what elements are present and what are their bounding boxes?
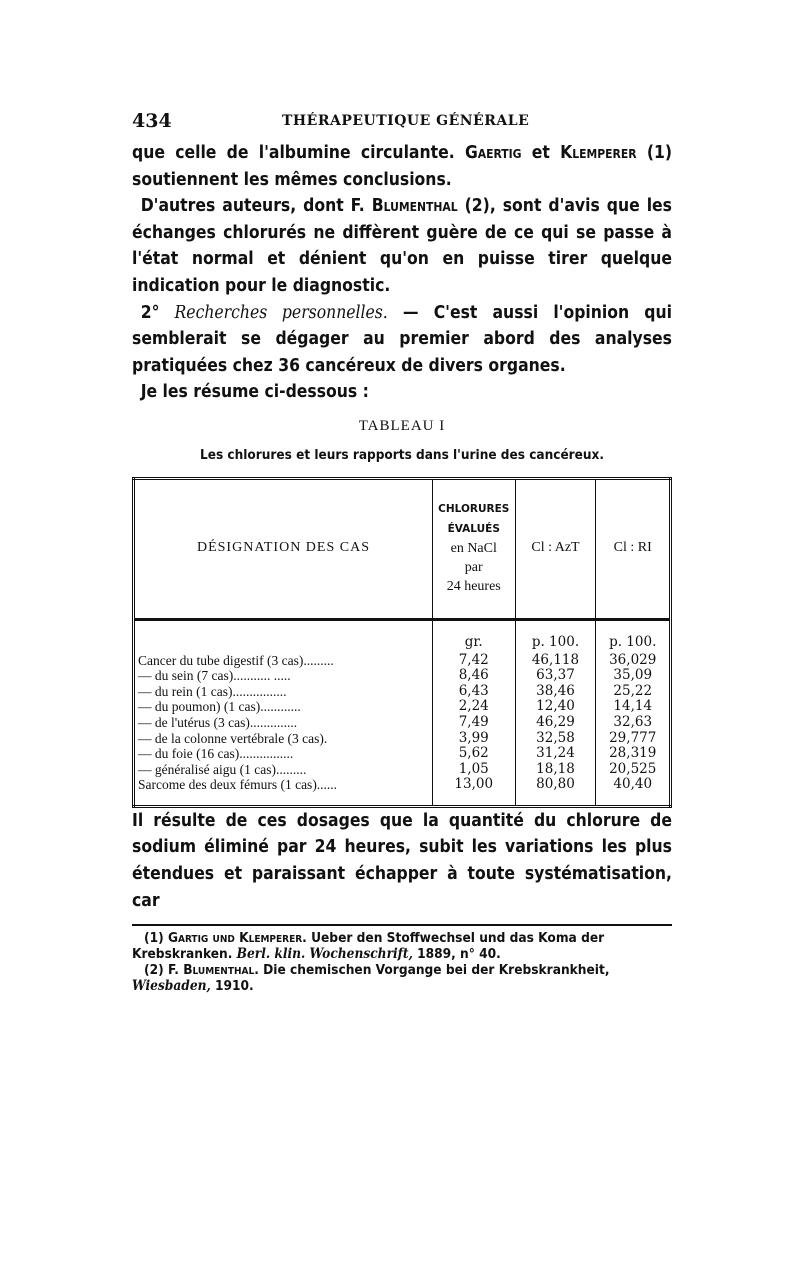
ri-value: 14,14 bbox=[613, 698, 653, 715]
units-empty bbox=[134, 619, 433, 652]
text: Die chemischen Vorgange bei der Krebskrankheit, bbox=[258, 962, 610, 979]
text: et bbox=[521, 143, 561, 163]
table-header-row bbox=[134, 478, 671, 619]
header-line: 24 heures bbox=[446, 579, 501, 595]
table-row bbox=[134, 731, 671, 747]
row-label: — généralisé aigu (1 cas)......... bbox=[134, 762, 433, 778]
row-label: — du rein (1 cas)................ bbox=[134, 684, 433, 700]
footnote-2 bbox=[132, 962, 672, 994]
ri-value: 35,09 bbox=[613, 667, 653, 684]
azt-value: 12,40 bbox=[515, 699, 596, 715]
ri-value: 32,63 bbox=[613, 713, 653, 730]
header-chlorures bbox=[432, 478, 515, 619]
text: (1) soutiennent les mêmes conclusions. bbox=[132, 143, 672, 190]
author-name: Blumenthal bbox=[371, 196, 458, 217]
text: — C'est aussi l'opinion qui semblerait se dégager au premier abord des analyses pratiquées chez 36 cancéreux de divers organes. bbox=[132, 302, 672, 376]
footnote-number: (1) bbox=[144, 930, 168, 947]
footnotes bbox=[132, 924, 672, 994]
header-designation: DÉSIGNATION DES CAS bbox=[134, 478, 433, 619]
header-line: par bbox=[464, 560, 483, 576]
nacl-value: 13,00 bbox=[432, 777, 515, 806]
footnote-number: (2) F. bbox=[144, 962, 184, 979]
row-label: Sarcome des deux fémurs (1 cas)...... bbox=[134, 777, 433, 806]
running-title: THÉRAPEUTIQUE GÉNÉRALE bbox=[282, 113, 530, 129]
ri-value: 29,777 bbox=[609, 729, 657, 746]
row-label: — de l'utérus (3 cas).............. bbox=[134, 715, 433, 731]
table-row bbox=[134, 684, 671, 700]
section-title: Recherches personnelles. bbox=[174, 302, 388, 323]
author-name: Klemperer bbox=[560, 143, 637, 163]
page-header bbox=[132, 110, 672, 140]
text: (2), sont d'avis que les échanges chlorurés ne diffèrent guère de ce qui se passe à l'état normal et dénient qu'on en puisse tirer quelque indication pour le diagnostic. bbox=[132, 196, 672, 296]
nacl-value: 8,46 bbox=[432, 668, 515, 684]
header-cl-ri: Cl : RI bbox=[596, 478, 671, 619]
nacl-value: 6,43 bbox=[432, 684, 515, 700]
table-row bbox=[134, 653, 671, 669]
row-label: Cancer du tube digestif (3 cas)......... bbox=[134, 653, 433, 669]
azt-value: 31,24 bbox=[515, 746, 596, 762]
nacl-value: 2,24 bbox=[432, 699, 515, 715]
page bbox=[132, 110, 672, 994]
nacl-value: 7,42 bbox=[432, 653, 515, 669]
row-label: — de la colonne vertébrale (3 cas). bbox=[134, 731, 433, 747]
units-row bbox=[134, 619, 671, 652]
unit-cell: p. 100. bbox=[609, 633, 657, 650]
nacl-value: 7,49 bbox=[432, 715, 515, 731]
paragraph-1 bbox=[132, 140, 672, 193]
table-caption: Les chlorures et leurs rapports dans l'urine des cancéreux. bbox=[199, 446, 605, 463]
chlorides-table bbox=[132, 477, 672, 808]
azt-value: 80,80 bbox=[515, 777, 596, 806]
azt-value: 63,37 bbox=[515, 668, 596, 684]
nacl-value: 3,99 bbox=[432, 731, 515, 747]
table-row bbox=[134, 668, 671, 684]
row-label: — du poumon) (1 cas)............ bbox=[134, 699, 433, 715]
journal-title: Berl. klin. Wochenschrift, bbox=[236, 946, 413, 963]
section-number: 2° bbox=[140, 302, 175, 323]
author-name: Blumenthal. bbox=[183, 962, 259, 979]
page-number: 434 bbox=[132, 110, 172, 132]
ri-value: 25,22 bbox=[613, 682, 653, 699]
header-line: ÉVALUÉS bbox=[447, 523, 500, 536]
footnote-1 bbox=[132, 930, 672, 962]
header-cl-azt: Cl : AzT bbox=[515, 478, 596, 619]
row-label: — du foie (16 cas)................ bbox=[134, 746, 433, 762]
azt-value: 18,18 bbox=[515, 762, 596, 778]
row-label: — du sein (7 cas)........... ..... bbox=[134, 668, 433, 684]
azt-value: 46,29 bbox=[515, 715, 596, 731]
ri-value: 36,029 bbox=[609, 651, 657, 668]
paragraph-3 bbox=[132, 300, 672, 380]
text: 1889, n° 40. bbox=[412, 946, 501, 963]
paragraph-2 bbox=[132, 193, 672, 299]
table-row bbox=[134, 746, 671, 762]
header-line: CHLORURES bbox=[438, 503, 510, 516]
ri-value: 40,40 bbox=[613, 776, 653, 793]
nacl-value: 1,05 bbox=[432, 762, 515, 778]
text: que celle de l'albumine circulante. bbox=[132, 143, 465, 163]
place-name: Wiesbaden, bbox=[132, 978, 211, 995]
unit-cell: gr. bbox=[432, 619, 515, 652]
table-title: TABLEAU I bbox=[358, 417, 446, 434]
unit-cell: p. 100. bbox=[515, 619, 596, 652]
azt-value: 32,58 bbox=[515, 731, 596, 747]
author-name: Gaertig bbox=[464, 143, 522, 163]
azt-value: 38,46 bbox=[515, 684, 596, 700]
table-row bbox=[134, 699, 671, 715]
header-line: en NaCl bbox=[450, 541, 497, 557]
text: D'autres auteurs, dont F. bbox=[140, 196, 372, 217]
ri-value: 28,319 bbox=[609, 745, 657, 762]
ri-value: 20,525 bbox=[609, 760, 657, 777]
author-name: Gartig und Klemperer. bbox=[167, 930, 307, 947]
table-row bbox=[134, 762, 671, 778]
table-row bbox=[134, 777, 671, 806]
text: 1910. bbox=[210, 978, 254, 995]
table-row bbox=[134, 715, 671, 731]
paragraph-4: Je les résume ci-dessous : bbox=[140, 382, 369, 403]
nacl-value: 5,62 bbox=[432, 746, 515, 762]
azt-value: 46,118 bbox=[515, 653, 596, 669]
text: Ueber den Stoffwechsel und das Koma der Krebskranken. bbox=[132, 930, 605, 963]
paragraph-after-table: Il résulte de ces dosages que la quantité du chlorure de sodium éliminé par 24 heures, subit les variations les plus étendues et paraissant échapper à toute systématisation, car bbox=[132, 810, 672, 911]
